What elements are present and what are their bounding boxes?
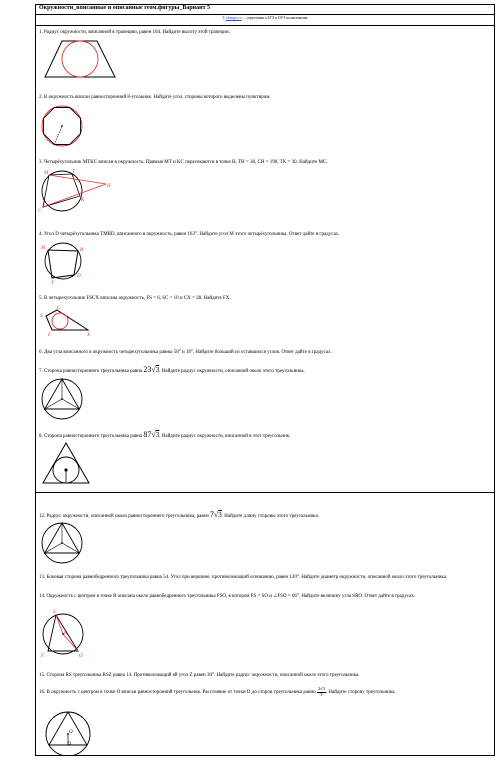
task-number: 15. bbox=[39, 673, 46, 678]
task-15 bbox=[39, 673, 487, 679]
worksheet-frame bbox=[35, 4, 495, 756]
quadrilateral-circle-figure bbox=[36, 166, 116, 216]
task-number: 16. bbox=[39, 690, 46, 696]
worksheet-title: Окружности_вписанные и описанные геом.фигуры_Вариант 5 bbox=[39, 5, 211, 11]
task-5 bbox=[39, 296, 487, 302]
value-coefficient: 7 bbox=[209, 510, 214, 519]
label-k: K bbox=[81, 198, 85, 203]
value-root: 3 bbox=[155, 366, 160, 374]
task-text: Сторона RS треугольника RSZ равна 14. Противолежащий ей угол Z равен 30°. Найдите радиус окружности, описанной около этого треугольника. bbox=[46, 673, 360, 678]
task-number: 3. bbox=[39, 160, 43, 165]
task-number: 6. bbox=[39, 350, 43, 355]
task-text: В четырехугольник FSCX вписана окружность, FS = 6, SC = 10 и CX = 28. Найдите FX. bbox=[44, 296, 231, 301]
task-text: Сторона равностороннего треугольника равна bbox=[44, 434, 144, 439]
label-s: S bbox=[53, 610, 56, 615]
task-text: . Найдите длину стороны этого треугольника. bbox=[221, 514, 320, 519]
task-number: 5. bbox=[39, 296, 43, 301]
value-root: 3 bbox=[218, 511, 222, 519]
label-s: S bbox=[40, 314, 43, 319]
task-number: 12. bbox=[39, 514, 46, 519]
task-number: 7. bbox=[39, 369, 43, 374]
task-12: 12. Радиус окружности, описанной около равностороннего треугольника, равен 7√3. Найдите длину стороны этого треугольника. bbox=[39, 510, 320, 519]
fraction-denominator: 3 bbox=[320, 691, 323, 697]
task-text: . Найдите сторону треугольника. bbox=[325, 690, 396, 696]
task-text: . Найдите радиус окружности, описанной около этого треугольника. bbox=[159, 369, 305, 374]
page-break bbox=[36, 492, 494, 493]
task-4 bbox=[39, 232, 487, 238]
task-text: Боковая сторона равнобедренного треугольника равна 54. Угол при вершине, противолежащий основанию, равен 120°. Найдите диаметр окружности, описанной около этого треугольника. bbox=[46, 575, 448, 580]
source-prefix: © bbox=[222, 16, 226, 20]
task-2 bbox=[39, 95, 487, 101]
label-f: F bbox=[41, 654, 45, 659]
label-h: H bbox=[107, 184, 111, 189]
label-t: T bbox=[51, 281, 54, 285]
value-coefficient: 87 bbox=[143, 430, 152, 439]
fraction-numerator: 2√3 bbox=[317, 686, 325, 691]
triangle-incircle-figure bbox=[40, 441, 92, 485]
label-m: M bbox=[44, 171, 49, 176]
task-text: Угол D четырёхугольника TMBD, вписанного в окружность, равен 163°. Найдите угол M этого четырёхугольника. Ответ дайте в градусах. bbox=[44, 232, 340, 237]
source-row bbox=[36, 15, 494, 26]
label-d: D bbox=[77, 274, 81, 279]
label-f: F bbox=[48, 333, 52, 338]
task-text: Окружность с центром в точке R описана около равнобедренного треугольника FSO, в котором FS = SO и ∠FSO = 66°. Найдите величину угла SRO. Ответ дайте в градусах. bbox=[46, 594, 416, 599]
label-o: O bbox=[79, 654, 83, 659]
triangle-circumcircle-figure-2 bbox=[40, 521, 84, 565]
task-text: Четырёхугольник MTKC вписан в окружность. Прямые MT и KC пересекаются в точке H, TH = 38, CH = 190, TK = 30. Найдите MC. bbox=[44, 160, 328, 165]
task-text: В окружность вписан равносторонний 8-угольник. Найдите угол, стороны которого выделены пунктиром. bbox=[44, 95, 271, 100]
octagon-circle-figure bbox=[38, 103, 86, 149]
inscribed-quadrilateral-figure bbox=[38, 239, 88, 285]
source-link[interactable]: sdamgia.ru bbox=[225, 16, 242, 20]
triangle-circumcircle-figure bbox=[40, 377, 84, 421]
source-suffix: — подготовка к ЕГЭ и ОГЭ по математике bbox=[241, 16, 308, 20]
label-c: C bbox=[38, 209, 42, 214]
label-x: X bbox=[87, 333, 91, 338]
task-1 bbox=[39, 30, 487, 36]
task-number: 4. bbox=[39, 232, 43, 237]
task-text: . Найдите радиус окружности, вписанной в этот треугольник. bbox=[159, 434, 291, 439]
task-number: 2. bbox=[39, 95, 43, 100]
task-text: Радиус окружности, вписанной в трапецию, равен 164. Найдите высоту этой трапеции. bbox=[44, 30, 230, 35]
task-text: Сторона равностороннего треугольника равна bbox=[44, 369, 144, 374]
label-t: T bbox=[72, 170, 75, 175]
value-root: 3 bbox=[155, 431, 160, 439]
task-number: 14. bbox=[39, 594, 46, 599]
task-number: 8. bbox=[39, 434, 43, 439]
task-number: 1. bbox=[39, 30, 43, 35]
task-14 bbox=[39, 594, 487, 600]
label-b: B bbox=[80, 248, 84, 253]
source-line bbox=[36, 16, 494, 20]
label-o: O bbox=[69, 730, 73, 735]
triangle-in-circle-figure bbox=[40, 706, 96, 756]
task-text: В окружность с центром в точке O вписан равносторонний треугольник. Расстояние от точки O до сторон треугольника равно bbox=[46, 690, 317, 696]
task-6 bbox=[39, 350, 487, 356]
fraction bbox=[317, 687, 326, 697]
title-row bbox=[36, 5, 494, 15]
label-c: C bbox=[57, 306, 61, 311]
label-r: R bbox=[64, 631, 68, 636]
tangential-quadrilateral-figure bbox=[38, 302, 98, 338]
task-13 bbox=[39, 575, 487, 581]
value-coefficient: 23 bbox=[143, 365, 152, 374]
task-7: 7. Сторона равностороннего треугольника равна 23√3. Найдите радиус окружности, описанной около этого треугольника. bbox=[39, 365, 305, 374]
task-16 bbox=[39, 687, 487, 697]
label-m: M bbox=[41, 246, 46, 251]
task-8: 8. Сторона равностороннего треугольника равна 87√3. Найдите радиус окружности, вписанной в этот треугольник. bbox=[39, 430, 291, 439]
task-text: Радиус окружности, описанной около равностороннего треугольника, равен bbox=[46, 514, 210, 519]
task-number: 13. bbox=[39, 575, 46, 580]
isosceles-circumcircle-figure bbox=[38, 607, 88, 659]
task-text: Два угла вписанного в окружность четырехугольника равны 58° и 18°. Найдите больший из оставшихся углов. Ответ дайте в градусах. bbox=[44, 350, 332, 355]
trapezoid-incircle-figure bbox=[40, 38, 120, 80]
